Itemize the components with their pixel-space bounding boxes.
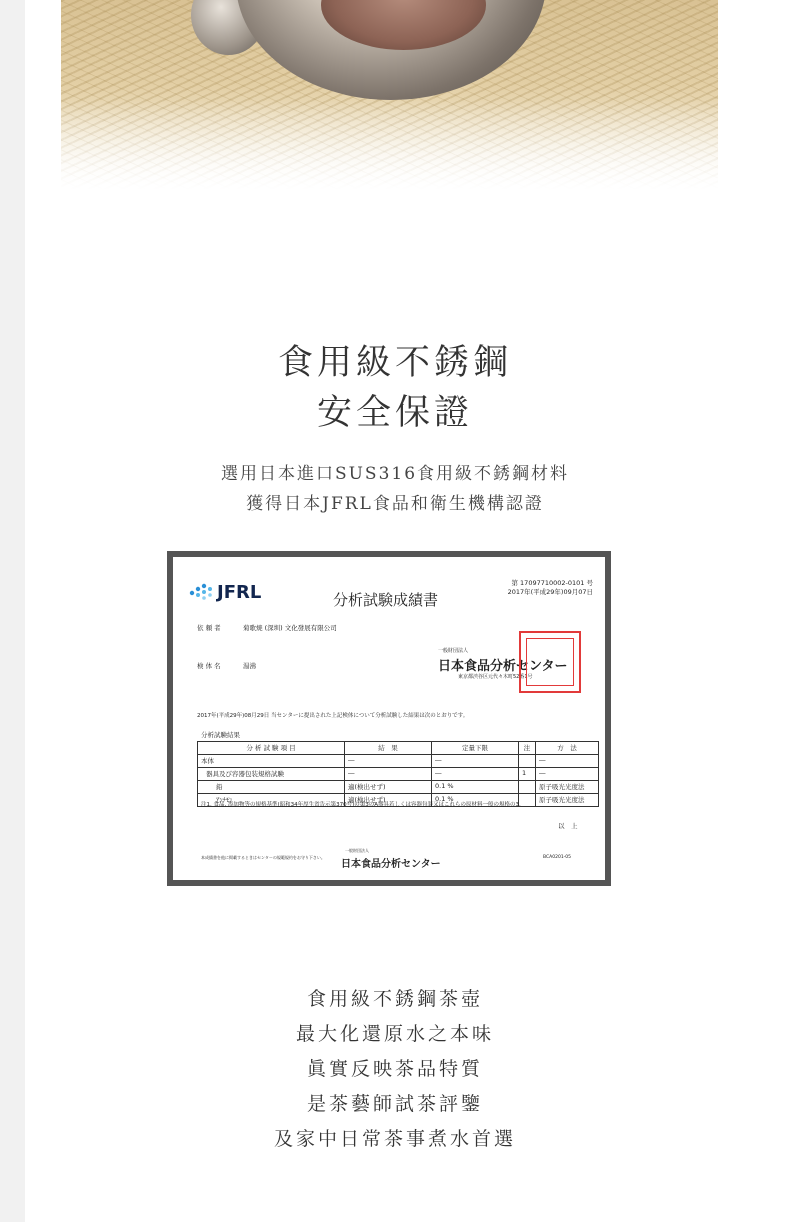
red-seal-stamp-inner (526, 638, 574, 686)
subtitle-line-2: 獲得日本JFRL食品和衛生機構認證 (246, 494, 544, 514)
jfrl-certificate (167, 551, 611, 886)
subtitle-line-1: 選用日本進口SUS316食用級不銹鋼材料 (220, 464, 570, 484)
results-table (197, 741, 599, 807)
table-cell: ― (345, 755, 432, 768)
footer-note: 本成績書を他に掲載するときはセンターの規範規約をお守り下さい。 (201, 855, 325, 860)
certificate-title: 分析試験成績書 (333, 591, 439, 609)
table-cell: 0.1 % (432, 794, 519, 807)
sample-value: 湯沸 (243, 662, 256, 670)
table-cell: 適(検出せず) (345, 794, 432, 807)
table-cell (519, 755, 536, 768)
table-cell (519, 781, 536, 794)
client-value: 菊歌焼 (深圳) 文化發展有限公司 (243, 624, 337, 632)
table-row (198, 768, 599, 781)
table-cell: ― (536, 755, 599, 768)
jfrl-logo-text: JFRL (217, 582, 262, 603)
table-header: 定量下限 (432, 742, 519, 755)
certificate-number: 第 17097710002-0101 号 2017年(平成29年)09月07日 (507, 579, 593, 596)
results-label: 分析試験結果 (201, 731, 240, 739)
table-row (198, 755, 599, 768)
table-cell: ― (345, 768, 432, 781)
poem-line: 食用級不銹鋼茶壺 (306, 988, 483, 1010)
table-header: 分 析 試 験 項 目 (198, 742, 345, 755)
heading-line-2: 安全保證 (316, 393, 473, 433)
poem-line: 最大化還原水之本味 (295, 1023, 494, 1045)
table-cell: ― (432, 768, 519, 781)
table-cell: 器具及び容器包装規格試験 (198, 768, 345, 781)
table-header: 結 果 (345, 742, 432, 755)
table-cell: 1 (519, 768, 536, 781)
table-cell: 本体 (198, 755, 345, 768)
footer-org: 日本食品分析センター (341, 859, 441, 870)
note-text: 注1. 食品, 添加物等の規格基準(昭和34年厚生省告示第370号)の第3のA器具若しくは容器包装又はこれらの原材料一般の規格の3. (201, 802, 521, 808)
table-header-row (198, 742, 599, 755)
poem-line: 眞實反映茶品特質 (306, 1058, 483, 1080)
table-cell: 原子吸光光度法 (536, 781, 599, 794)
table-cell: 原子吸光光度法 (536, 794, 599, 807)
table-cell: ― (536, 768, 599, 781)
poem-line: 是茶藝師試茶評鑒 (306, 1093, 483, 1115)
org-address: 東京都渋谷区元代々木町52番1号 (458, 674, 533, 680)
footer-code: BCA0201-05 (543, 855, 572, 860)
table-header: 方 法 (536, 742, 599, 755)
table-cell: ― (432, 755, 519, 768)
end-mark: 以 上 (558, 822, 578, 830)
poem-line: 及家中日常茶事煮水首選 (273, 1128, 516, 1150)
teapot-photo (61, 0, 718, 190)
table-cell: 鉛 (198, 781, 345, 794)
table-cell: 0.1 % (432, 781, 519, 794)
client-label: 依 頼 者 (197, 624, 221, 632)
statement-text: 2017年(平成29年)08月29日 当センターに提出された上記検体について分析試験した結果は次のとおりです。 (197, 713, 469, 719)
jfrl-logo-icon (187, 581, 221, 601)
footer-org-small: 一般財団法人 (345, 848, 369, 853)
table-cell: 適(検出せず) (345, 781, 432, 794)
table-row (198, 781, 599, 794)
table-cell: ｱﾝﾁﾓﾝ (198, 794, 345, 807)
org-name: 日本食品分析センター (438, 659, 568, 674)
table-header: 注 (519, 742, 536, 755)
org-small: 一般財団法人 (438, 648, 469, 654)
sample-label: 検 体 名 (197, 662, 221, 670)
heading-line-1: 食用級不銹鋼 (277, 343, 512, 383)
